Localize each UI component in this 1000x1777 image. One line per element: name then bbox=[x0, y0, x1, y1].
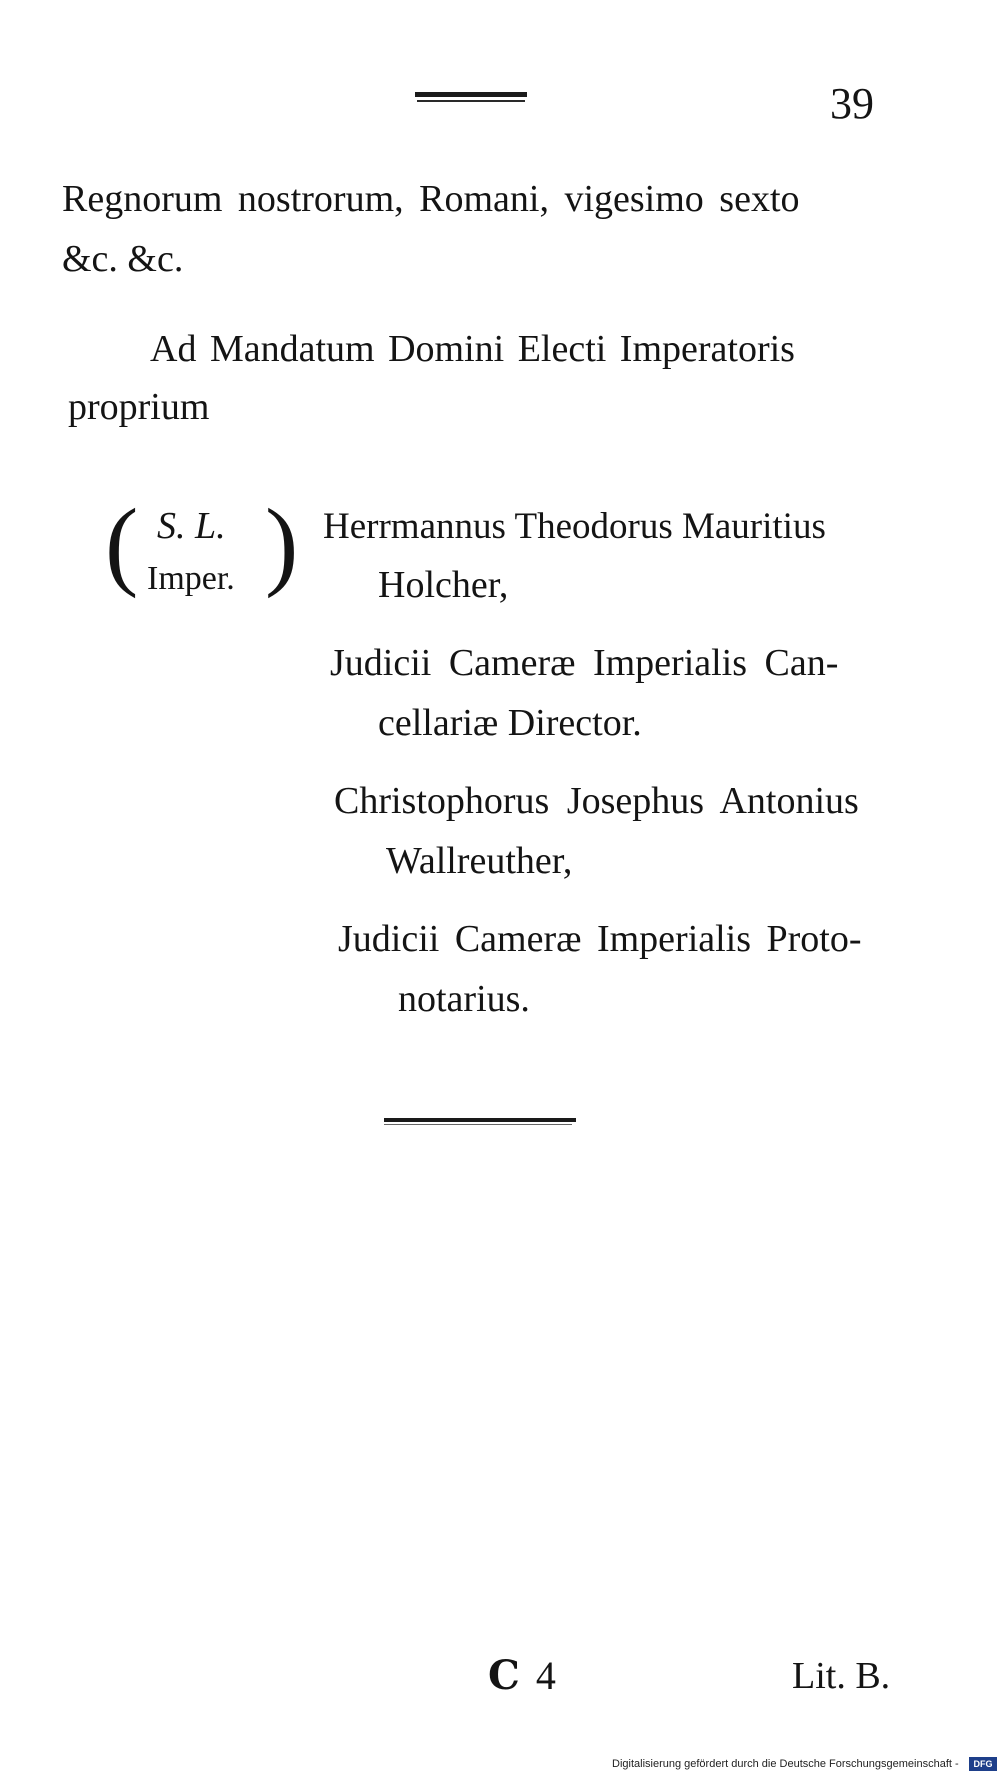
mandate-line-2: proprium bbox=[68, 386, 210, 428]
seal-left-paren: ( bbox=[105, 488, 139, 599]
digitization-credit: Digitalisierung gefördert durch die Deutsche Forschungsgemeinschaft - bbox=[612, 1758, 959, 1770]
signature-mark bbox=[488, 1652, 556, 1699]
signatory-1-name-line-2: Holcher, bbox=[378, 564, 509, 606]
seal-right-paren: ) bbox=[265, 488, 299, 599]
signature-number: 4 bbox=[535, 1653, 556, 1698]
signatory-2-title-line-2: notarius. bbox=[398, 978, 530, 1020]
closing-rule bbox=[384, 1118, 576, 1122]
seal-imper: Imper. bbox=[147, 560, 235, 597]
header-rule-thick bbox=[415, 92, 527, 97]
page-number: 39 bbox=[830, 79, 874, 128]
catchword: Lit. B. bbox=[792, 1655, 891, 1697]
signatory-1-name-line-1: Herrmannus Theodorus Mauritius bbox=[323, 506, 826, 547]
signatory-2-title-line-1: Judicii Cameræ Imperialis Proto- bbox=[338, 918, 862, 960]
body-line-2: &c. &c. bbox=[62, 238, 184, 280]
seal-placeholder bbox=[105, 488, 299, 610]
closing-rule-thin bbox=[384, 1124, 572, 1125]
mandate-line-1: Ad Mandatum Domini Electi Imperatoris bbox=[150, 328, 795, 370]
signatory-1-title-line-1: Judicii Cameræ Imperialis Can- bbox=[330, 642, 839, 684]
header-rule-thin bbox=[417, 100, 525, 102]
signature-letter: C bbox=[488, 1652, 520, 1699]
dfg-logo: DFG bbox=[969, 1757, 997, 1771]
header-ornament-rule bbox=[415, 92, 527, 104]
seal-abbrev: S. L. bbox=[157, 505, 226, 547]
signatory-2-name-line-2: Wallreuther, bbox=[386, 840, 573, 882]
signatory-1-title-line-2: cellariæ Director. bbox=[378, 702, 642, 744]
signatory-2-name-line-1: Christophorus Josephus Antonius bbox=[334, 780, 859, 822]
body-line-1: Regnorum nostrorum, Romani, vigesimo sexto bbox=[62, 178, 800, 220]
